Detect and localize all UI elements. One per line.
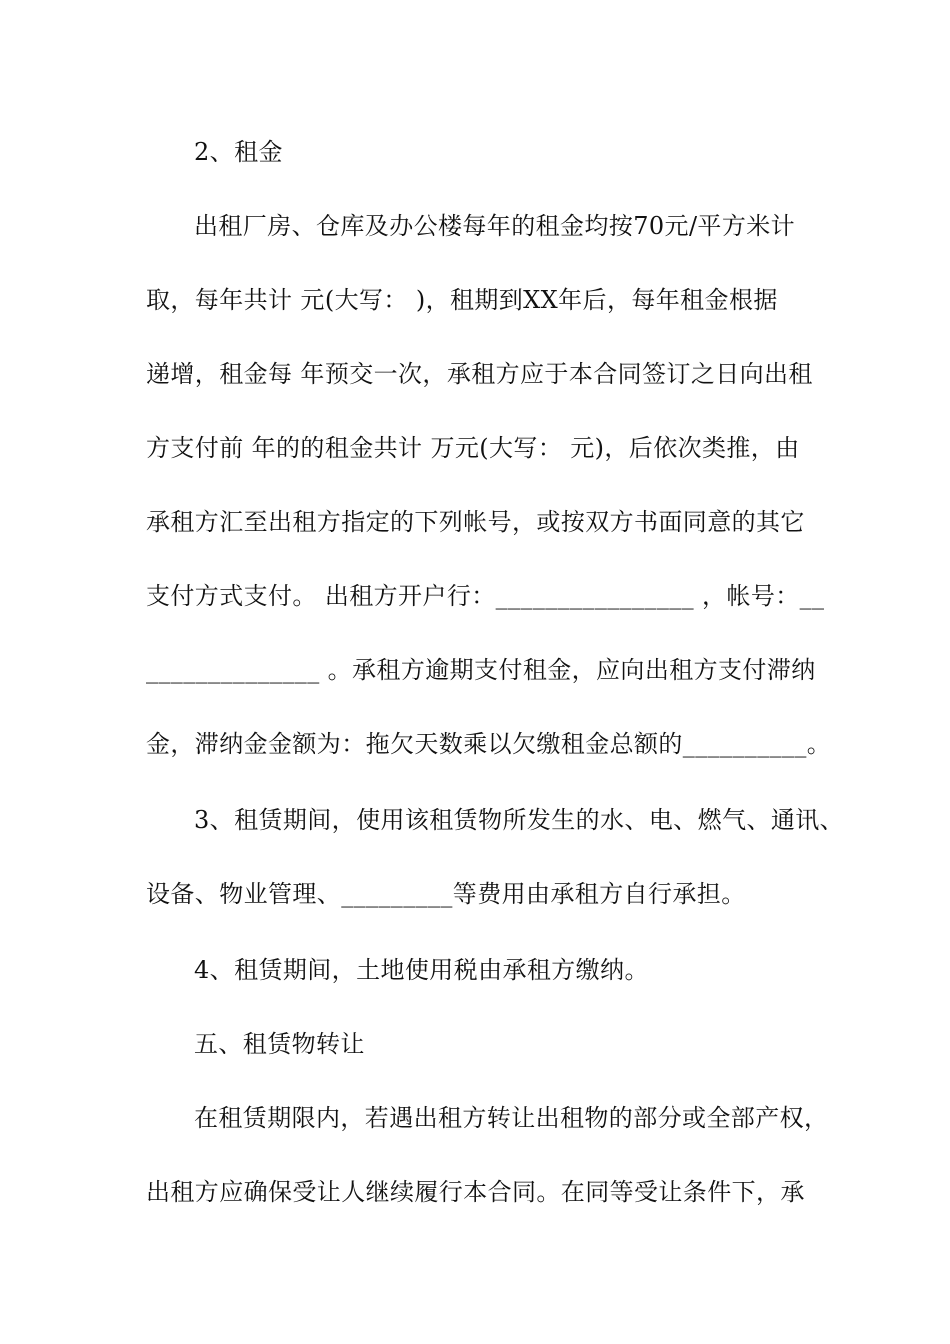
section-heading-rent: 2、租金 [194,138,283,166]
paragraph-line: 在租赁期限内，若遇出租方转让出租物的部分或全部产权， [194,1104,829,1132]
paragraph-line: 出租方应确保受让人继续履行本合同。在同等受让条件下，承 [146,1178,805,1206]
paragraph-line: 承租方汇至出租方指定的下列帐号，或按双方书面同意的其它 [146,508,805,536]
paragraph-line: 递增，租金每 年预交一次，承租方应于本合同签订之日向出租 [146,360,813,388]
paragraph-line: 金，滞纳金金额为：拖欠天数乘以欠缴租金总额的__________。 [146,730,832,758]
paragraph-line: 出租厂房、仓库及办公楼每年的租金均按70元/平方米计 [194,212,796,240]
paragraph-line: 支付方式支付。 出租方开户行：________________ ，帐号：__ [146,582,825,610]
paragraph-line: 4、租赁期间，土地使用税由承租方缴纳。 [194,956,649,984]
paragraph-line: 设备、物业管理、_________等费用由承租方自行承担。 [146,880,746,908]
paragraph-line: 方支付前 年的的租金共计 万元(大写： 元)，后依次类推，由 [146,434,800,462]
paragraph-line: 3、租赁期间，使用该租赁物所发生的水、电、燃气、通讯、 [194,806,845,834]
section-heading-transfer: 五、租赁物转让 [194,1030,365,1058]
paragraph-line: 取，每年共计 元(大写： )，租期到XX年后，每年租金根据 [146,286,778,314]
paragraph-line: ______________ 。承租方逾期支付租金，应向出租方支付滞纳 [146,656,816,684]
